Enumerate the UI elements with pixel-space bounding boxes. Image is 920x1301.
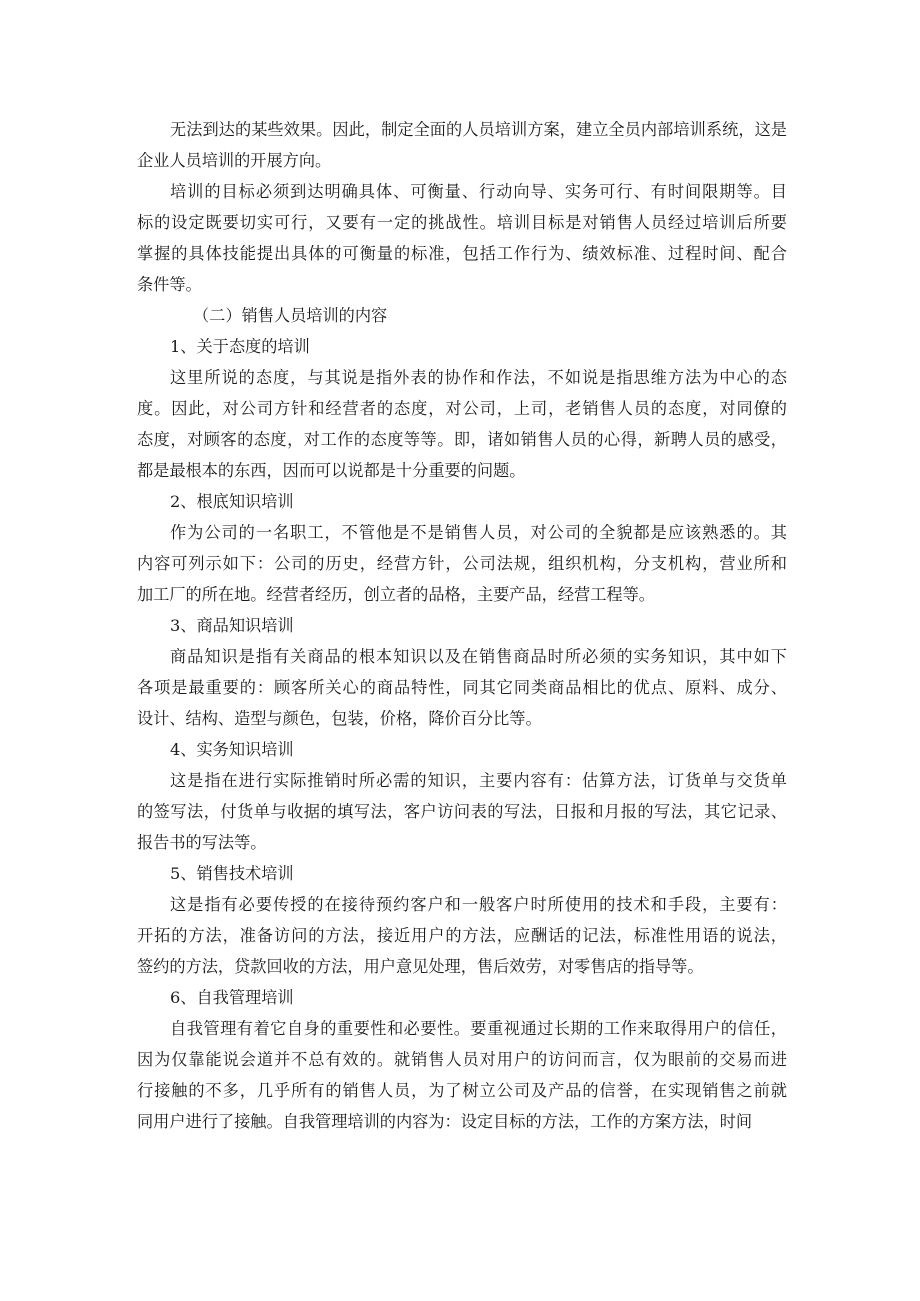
subsection-heading xyxy=(137,610,787,641)
paragraph-line: 这是指有必要传授的在接待预约客户和一般客户时所使用的技术和手段，主要有： xyxy=(170,895,787,914)
heading-text: 6、自我管理培训 xyxy=(170,988,294,1007)
paragraph xyxy=(137,641,787,734)
subsection-heading xyxy=(137,982,787,1013)
section-heading xyxy=(137,300,787,331)
paragraph xyxy=(137,114,787,176)
paragraph-line: 无法到达的某些效果。因此，制定全面的人员培训方案，建立全员内部培训系统，这是 xyxy=(170,120,787,139)
paragraph-line: 各项是最重要的：顾客所关心的商品特性，同其它同类商品相比的优点、原料、成分、 xyxy=(137,678,787,697)
paragraph-line: 因为仅靠能说会道并不总有效的。就销售人员对用户的访问而言，仅为眼前的交易而进 xyxy=(137,1050,787,1069)
subsection-heading xyxy=(137,734,787,765)
paragraph xyxy=(137,362,787,486)
document-body xyxy=(137,114,787,1137)
paragraph-line: 培训的目标必须到达明确具体、可衡量、行动向导、实务可行、有时间限期等。目 xyxy=(170,182,787,201)
paragraph-line: 报告书的写法等。 xyxy=(137,833,267,852)
subsection-heading xyxy=(137,858,787,889)
paragraph-line: 掌握的具体技能提出具体的可衡量的标准，包括工作行为、绩效标准、过程时间、配合 xyxy=(137,244,787,263)
paragraph-line: 这里所说的态度，与其说是指外表的协作和作法，不如说是指思维方法为中心的态 xyxy=(170,368,787,387)
paragraph-line: 签约的方法，贷款回收的方法，用户意见处理，售后效劳，对零售店的指导等。 xyxy=(137,957,704,976)
paragraph-line: 设计、结构、造型与颜色，包装，价格，降价百分比等。 xyxy=(137,709,542,728)
paragraph-line: 都是最根本的东西，因而可以说都是十分重要的问题。 xyxy=(137,461,526,480)
paragraph-line: 企业人员培训的开展方向。 xyxy=(137,151,332,170)
paragraph-line: 开拓的方法，准备访问的方法，接近用户的方法，应酬话的记法，标准性用语的说法， xyxy=(137,926,787,945)
paragraph xyxy=(137,517,787,610)
paragraph-line: 条件等。 xyxy=(137,275,202,294)
heading-text: （二）销售人员培训的内容 xyxy=(193,306,388,325)
paragraph-line: 的签写法，付货单与收据的填写法，客户访问表的写法，日报和月报的写法，其它记录、 xyxy=(137,802,787,821)
heading-text: 4、实务知识培训 xyxy=(170,740,294,759)
paragraph xyxy=(137,1013,787,1137)
paragraph-line: 这是指在进行实际推销时所必需的知识，主要内容有：估算方法，订货单与交货单 xyxy=(170,771,787,790)
heading-text: 2、根底知识培训 xyxy=(170,492,294,511)
paragraph xyxy=(137,889,787,982)
heading-text: 1、关于态度的培训 xyxy=(170,337,310,356)
paragraph-line: 商品知识是指有关商品的根本知识以及在销售商品时所必须的实务知识，其中如下 xyxy=(170,647,787,666)
paragraph-line: 行接触的不多，几乎所有的销售人员，为了树立公司及产品的信誉，在实现销售之前就 xyxy=(137,1081,787,1100)
subsection-heading xyxy=(137,486,787,517)
paragraph-line: 度。因此，对公司方针和经营者的态度，对公司，上司，老销售人员的态度，对同僚的 xyxy=(137,399,787,418)
paragraph-line: 作为公司的一名职工，不管他是不是销售人员，对公司的全貌都是应该熟悉的。其 xyxy=(170,523,787,542)
paragraph-line: 同用户进行了接触。自我管理培训的内容为：设定目标的方法，工作的方案方法，时间 xyxy=(137,1112,753,1131)
paragraph-line: 态度，对顾客的态度，对工作的态度等等。即，诸如销售人员的心得，新聘人员的感受， xyxy=(137,430,787,449)
paragraph-line: 加工厂的所在地。经营者经历，创立者的品格，主要产品，经营工程等。 xyxy=(137,585,655,604)
paragraph-line: 内容可列示如下：公司的历史，经营方针，公司法规，组织机构，分支机构，营业所和 xyxy=(137,554,787,573)
paragraph-line: 自我管理有着它自身的重要性和必要性。要重视通过长期的工作来取得用户的信任， xyxy=(170,1019,787,1038)
paragraph xyxy=(137,176,787,300)
paragraph xyxy=(137,765,787,858)
paragraph-line: 标的设定既要切实可行，又要有一定的挑战性。培训目标是对销售人员经过培训后所要 xyxy=(137,213,787,232)
subsection-heading xyxy=(137,331,787,362)
heading-text: 3、商品知识培训 xyxy=(170,616,294,635)
heading-text: 5、销售技术培训 xyxy=(170,864,294,883)
